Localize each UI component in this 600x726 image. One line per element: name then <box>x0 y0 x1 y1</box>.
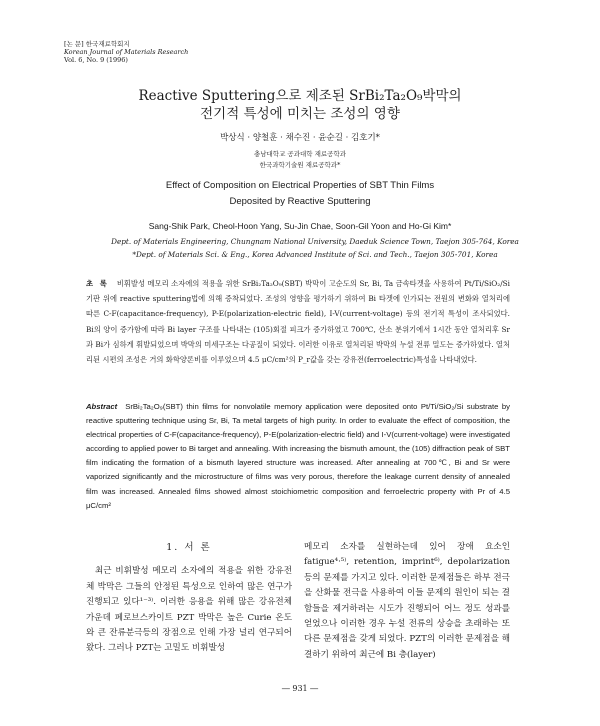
abstract-ko-label: 초 록 <box>86 279 109 288</box>
abstract-ko-text: 비휘발성 메모리 소자에의 적용을 위한 SrBi₂Ta₂O₉(SBT) 박막이 고순도의 Sr, Bi, Ta 금속타겟을 사용하여 Pt/Ti/SiO₂/Si 기판 위에 reactive sputtering법에 의해 증착되었다. 조성의 영향을 평가하기 위하여 Bi 타겟에 인가되는 전원의 변화와 열처리에 따른 C-F(capacitance-frequency), P-E(polarization-electric field), I-V(current-voltage) 등의 전기적 특성이 조사되었다. Bi의 양이 증가함에 따라 Bi layer 구조를 나타내는 (105)회절 피크가 증가하였고 700℃, 산소 분위기에서 1시간 동안 열처리후 Sr과 Bi가 심하게 휘발되었으며 박막의 미세구조는 다공질이 되었다. 이러한 이유로 열처리된 박막의 누설 전류 밀도는 증가하였다. 열처리된 시편의 조성은 거의 화학양론비를 이루었으며 4.5 μC/cm²의 P_r값을 갖는 강유전(ferroelectric)특성을 나타내었다. <box>86 279 511 365</box>
title-ko-line2: 전기적 특성에 미치는 조성의 영향 <box>200 106 400 122</box>
affiliation-ko-1: 충남대학교 공과대학 재료공학과 <box>253 150 347 158</box>
page-number: ― 931 ― <box>281 684 319 693</box>
abstract-ko <box>86 276 510 367</box>
title-en-line2: Deposited by Reactive Sputtering <box>229 196 371 207</box>
authors-en: Sang-Shik Park, Cheol-Hoon Yang, Su-Jin Chae, Soon-Gil Yoon and Ho-Gi Kim* <box>148 221 452 231</box>
intro-paragraph-right: 메모리 소자를 실현하는데 있어 장애 요소인 fatigue⁴·⁵⁾, retention, imprint⁶⁾, depolarization 등의 문제를 가지고 있다. 이러한 문제점들은 하부 전극을 산화물 전극을 사용하여 이들 문제의 원인이 되는 결함들을 제거하려는 시도가 진행되어 어느 정도 성과를 얻었으나 이러한 경우 누설 전류의 상승을 초래하는 또 다른 문제점을 갖게 되었다. PZT의 이러한 문제점을 해결하기 위하여 최근에 Bi 층(layer) <box>304 542 510 660</box>
journal-header <box>64 40 188 64</box>
body-column-left <box>86 540 292 657</box>
affiliation-en-1: Dept. of Materials Engineering, Chungnam National University, Daeduk Science Town, Taejon 305-764, Korea <box>111 237 519 246</box>
affiliation-ko-2: 한국과학기술원 재료공학과* <box>259 161 341 169</box>
affiliation-en-2: *Dept. of Materials Sci. & Eng., Korea Advanced Institute of Sci. and Tech., Taejon 305-701, Korea <box>132 250 498 259</box>
intro-paragraph-left: 최근 비휘발성 메모리 소자에의 적용을 위한 강유전체 박막은 그들의 안정된 특성으로 인하여 많은 연구가 진행되고 있다¹⁻³⁾. 이러한 응용을 위해 많은 강유전체 가운데 페로브스카이트 PZT 박막은 높은 Curie 온도와 큰 잔류분극등의 장점으로 인해 가장 널리 연구되어 왔다. 그러나 PZT는 고밀도 비휘발성 <box>86 566 292 654</box>
abstract-en <box>86 400 510 513</box>
section-heading: 1. 서 론 <box>166 542 212 553</box>
journal-name-en: Korean Journal of Materials Research <box>64 48 189 56</box>
journal-volume: Vol. 6, No. 9 (1996) <box>64 56 128 64</box>
title-ko-line1: Reactive Sputtering으로 제조된 SrBi₂Ta₂O₉박막의 <box>138 88 462 104</box>
abstract-en-text: SrBi₂Ta₂O₉(SBT) thin films for nonvolatile memory application were deposited onto Pt/Ti/SiO₂/Si substrate by reactive sputtering technique using Sr, Bi, Ta metal targets of high purity. In order to evaluate the effect of composition, the electrical properties of C-F(capacitance-frequency), P-E(polarization-electric field) and I-V(current-voltage) were investigated according to applied power to Bi target and annealing. With increasing the bismuth amount, the (105) diffraction peak of SBT film indicating the formation of a bismuth layered structure was increased. After annealing at 700℃, Bi and Sr were vaporized significantly and the microstructure of films was very porous, therefore the leakage current density of annealed film was increased. Annealed films showed almost stoichiometric composition and ferroelectric property with Pr of 4.5 μC/cm² <box>86 402 510 510</box>
title-en-line1: Effect of Composition on Electrical Properties of SBT Thin Films <box>165 180 435 191</box>
journal-name-ko: [논 문] 한국재료학회지 <box>64 40 130 48</box>
authors-ko: 박상식 · 양철훈 · 채수진 · 윤순길 · 김호기* <box>220 133 380 143</box>
abstract-en-label: Abstract <box>86 402 118 411</box>
body-column-right <box>304 540 510 663</box>
